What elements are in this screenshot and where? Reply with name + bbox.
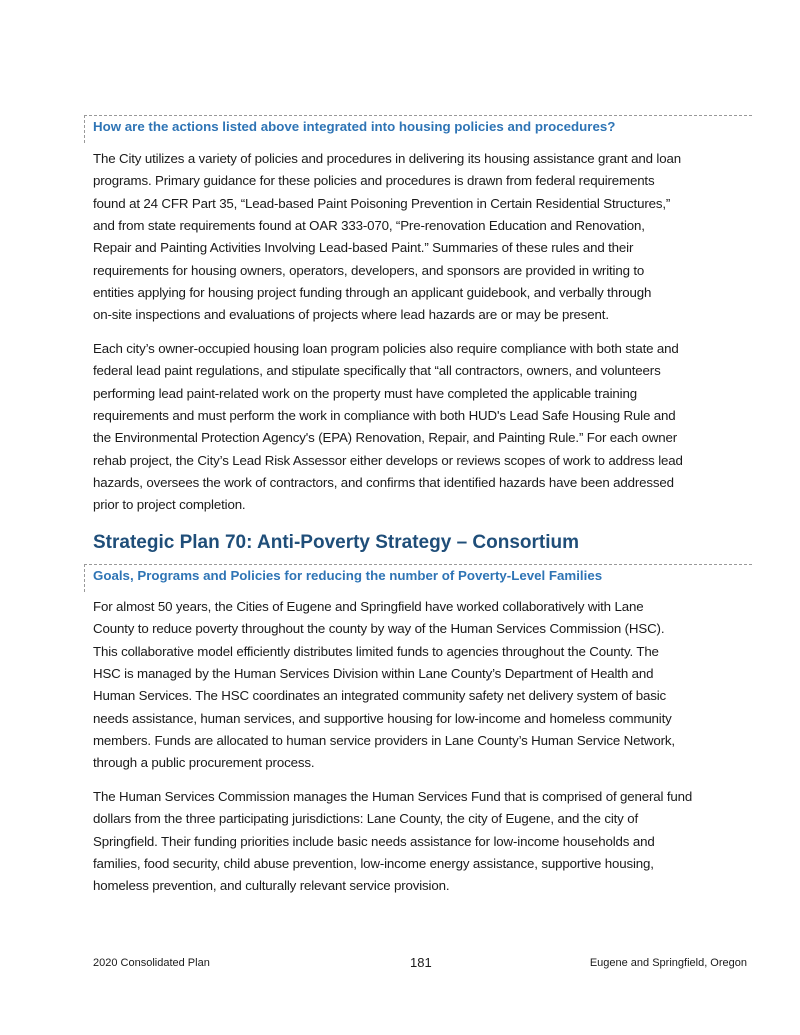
text-line: performing lead paint-related work on the property must have completed the applicable training	[93, 385, 637, 401]
section-question: How are the actions listed above integrated into housing policies and procedures?	[93, 119, 616, 134]
text-line: and from state requirements found at OAR 333-070, “Pre-renovation Education and Renovation,	[93, 218, 645, 234]
text-line: needs assistance, human services, and supportive housing for low-income and homeless community	[93, 710, 672, 726]
text-line: Human Services. The HSC coordinates an integrated community safety net delivery system of basic	[93, 688, 667, 704]
footer-left: 2020 Consolidated Plan	[93, 957, 210, 969]
text-line: rehab project, the City’s Lead Risk Assessor either develops or reviews scopes of work to address lead	[93, 452, 683, 468]
paragraph	[93, 786, 753, 898]
text-line: The City utilizes a variety of policies and procedures in delivering its housing assistance grant and loan	[93, 151, 681, 166]
text-line: Springfield. Their funding priorities include basic needs assistance for low-income households and	[93, 833, 655, 849]
paragraph	[93, 148, 753, 327]
text-line: requirements and must perform the work in compliance with both HUD's Lead Safe Housing Rule and	[93, 408, 676, 424]
text-line: found at 24 CFR Part 35, “Lead-based Paint Poisoning Prevention in Certain Residential Structures,”	[93, 195, 671, 211]
text-line: entities applying for housing project funding through an applicant guidebook, and verbally through	[93, 285, 652, 301]
section-heading: Strategic Plan 70: Anti-Poverty Strategy – Consortium	[93, 532, 580, 553]
text-line: HSC is managed by the Human Services Division within Lane County’s Department of Health and	[93, 666, 654, 682]
text-line: The Human Services Commission manages the Human Services Fund that is comprised of general fund	[93, 789, 693, 804]
text-line: the Environmental Protection Agency's (EPA) Renovation, Repair, and Painting Rule.” For each owner	[93, 430, 678, 446]
footer-right: Eugene and Springfield, Oregon	[589, 957, 747, 969]
text-line: homeless prevention, and culturally relevant service provision.	[93, 878, 450, 894]
divider	[84, 564, 85, 592]
text-line: prior to project completion.	[93, 497, 246, 513]
text-line: For almost 50 years, the Cities of Eugene and Springfield have worked collaboratively with Lane	[93, 599, 644, 614]
paragraph	[93, 596, 753, 775]
text-line: federal lead paint regulations, and stipulate specifically that “all contractors, owners, and volunteers	[93, 363, 661, 379]
text-line: families, food security, child abuse prevention, low-income energy assistance, supportive housing,	[93, 856, 654, 872]
paragraph	[93, 338, 753, 517]
text-line: Repair and Painting Activities Involving Lead-based Paint.” Summaries of these rules and their	[93, 240, 634, 256]
divider	[84, 115, 85, 143]
divider	[84, 564, 752, 565]
text-line: hazards, oversees the work of contractors, and confirms that identified hazards have been addressed	[93, 475, 674, 491]
text-line: members. Funds are allocated to human service providers in Lane County’s Human Service Network,	[93, 733, 675, 749]
text-line: requirements for housing owners, operators, developers, and sponsors are provided in writing to	[93, 262, 645, 278]
text-line: Each city’s owner-occupied housing loan program policies also require compliance with both state and	[93, 341, 679, 356]
text-line: on-site inspections and evaluations of projects where lead hazards are or may be present.	[93, 307, 609, 323]
text-line: through a public procurement process.	[93, 755, 315, 771]
text-line: dollars from the three participating jurisdictions: Lane County, the city of Eugene, and the city of	[93, 811, 639, 827]
text-line: programs. Primary guidance for these policies and procedures is drawn from federal requirements	[93, 173, 655, 189]
section-question: Goals, Programs and Policies for reducing the number of Poverty-Level Families	[93, 568, 603, 583]
page-number: 181	[410, 955, 432, 970]
divider	[84, 115, 752, 116]
text-line: This collaborative model efficiently distributes limited funds to agencies throughout the County. The	[93, 643, 659, 659]
text-line: County to reduce poverty throughout the county by way of the Human Services Commission (HSC).	[93, 621, 665, 637]
